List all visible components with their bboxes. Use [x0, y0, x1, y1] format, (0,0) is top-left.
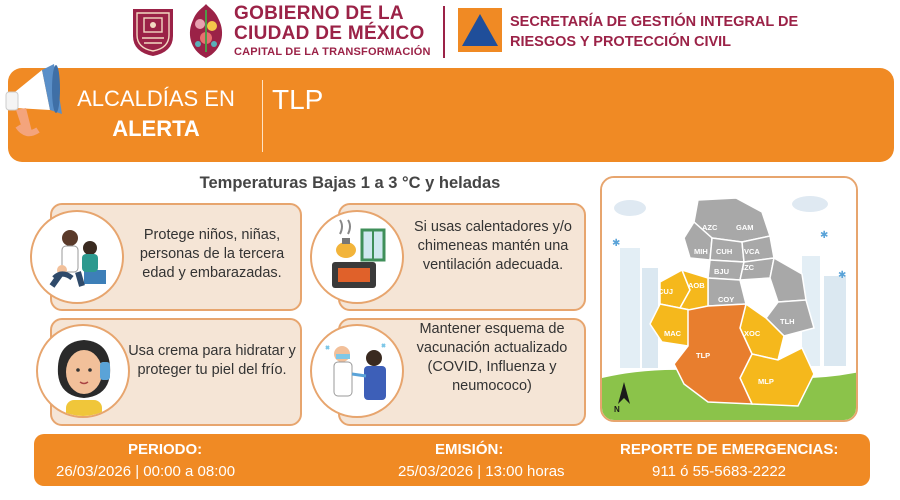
map-label: MLP — [758, 377, 774, 386]
map-label: GAM — [736, 223, 754, 232]
cream-icon — [36, 324, 130, 418]
svg-text:✱: ✱ — [820, 230, 829, 241]
reporte-phone-link[interactable]: 911 ó 55-5683-2222 — [652, 463, 787, 480]
map-label: TLH — [780, 317, 795, 326]
map-label: BJU — [714, 267, 730, 276]
tip-text: Mantener esquema de vacunación actualizado (COVID, Influenza y neumococo) — [416, 321, 568, 394]
north-label: N — [614, 405, 620, 414]
alert-divider — [262, 80, 263, 152]
vaccine-icon — [310, 324, 404, 418]
periodo-value: 26/03/2026 | 00:00 a 08:00 — [56, 463, 236, 480]
map-label: MAC — [664, 329, 682, 338]
map-label: CUJ — [658, 287, 674, 296]
map-label: AZC — [702, 223, 718, 232]
map-label: XOC — [744, 329, 761, 338]
svg-text:✱: ✱ — [612, 238, 621, 249]
heater-icon — [310, 210, 404, 304]
cdmx-flower-logo — [183, 2, 229, 62]
family-icon — [30, 210, 124, 304]
header — [0, 0, 900, 66]
tip-text: Usa crema para hidratar y proteger tu piel del frío. — [128, 343, 296, 378]
alert-district-code: TLP — [272, 84, 324, 115]
periodo-label: PERIODO: — [128, 441, 203, 458]
alert-subtitle: Temperaturas Bajas 1 a 3 °C y heladas — [199, 174, 501, 192]
map-label: COY — [718, 295, 735, 304]
emision-value: 25/03/2026 | 13:00 horas — [398, 463, 565, 480]
alert-title — [56, 84, 256, 144]
map-label: AOB — [688, 281, 705, 290]
map-label: IZP — [760, 287, 772, 296]
map-label: VCA — [744, 247, 760, 256]
map-label: IZC — [742, 263, 755, 272]
map-label: TLP — [696, 351, 711, 360]
alert-title-line1: ALCALDÍAS EN — [77, 86, 235, 111]
emision-label: EMISIÓN: — [435, 441, 504, 458]
map-label: MIH — [694, 247, 708, 256]
map-label: CUH — [716, 247, 733, 256]
map-illustration — [602, 178, 858, 422]
cdmx-shield-logo — [130, 6, 176, 58]
alert-title-line2: ALERTA — [112, 116, 200, 141]
secretaria-title: SECRETARÍA DE GESTIÓN INTEGRAL DE RIESGOS Y PROTECCIÓN CIVIL — [510, 14, 799, 50]
cdmx-map — [600, 176, 858, 422]
svg-text:✱: ✱ — [838, 270, 847, 281]
civil-protection-logo — [458, 8, 502, 52]
government-subtitle: CAPITAL DE LA TRANSFORMACIÓN — [234, 46, 431, 58]
tip-text: Si usas calentadores y/o chimeneas mantén una ventilación adecuada. — [414, 219, 572, 273]
tip-text: Protege niños, niñas, personas de la tercera edad y embarazadas. — [139, 227, 285, 281]
header-divider — [443, 6, 445, 58]
government-title: GOBIERNO DE LA CIUDAD DE MÉXICO — [234, 3, 425, 44]
reporte-label: REPORTE DE EMERGENCIAS: — [620, 441, 839, 458]
